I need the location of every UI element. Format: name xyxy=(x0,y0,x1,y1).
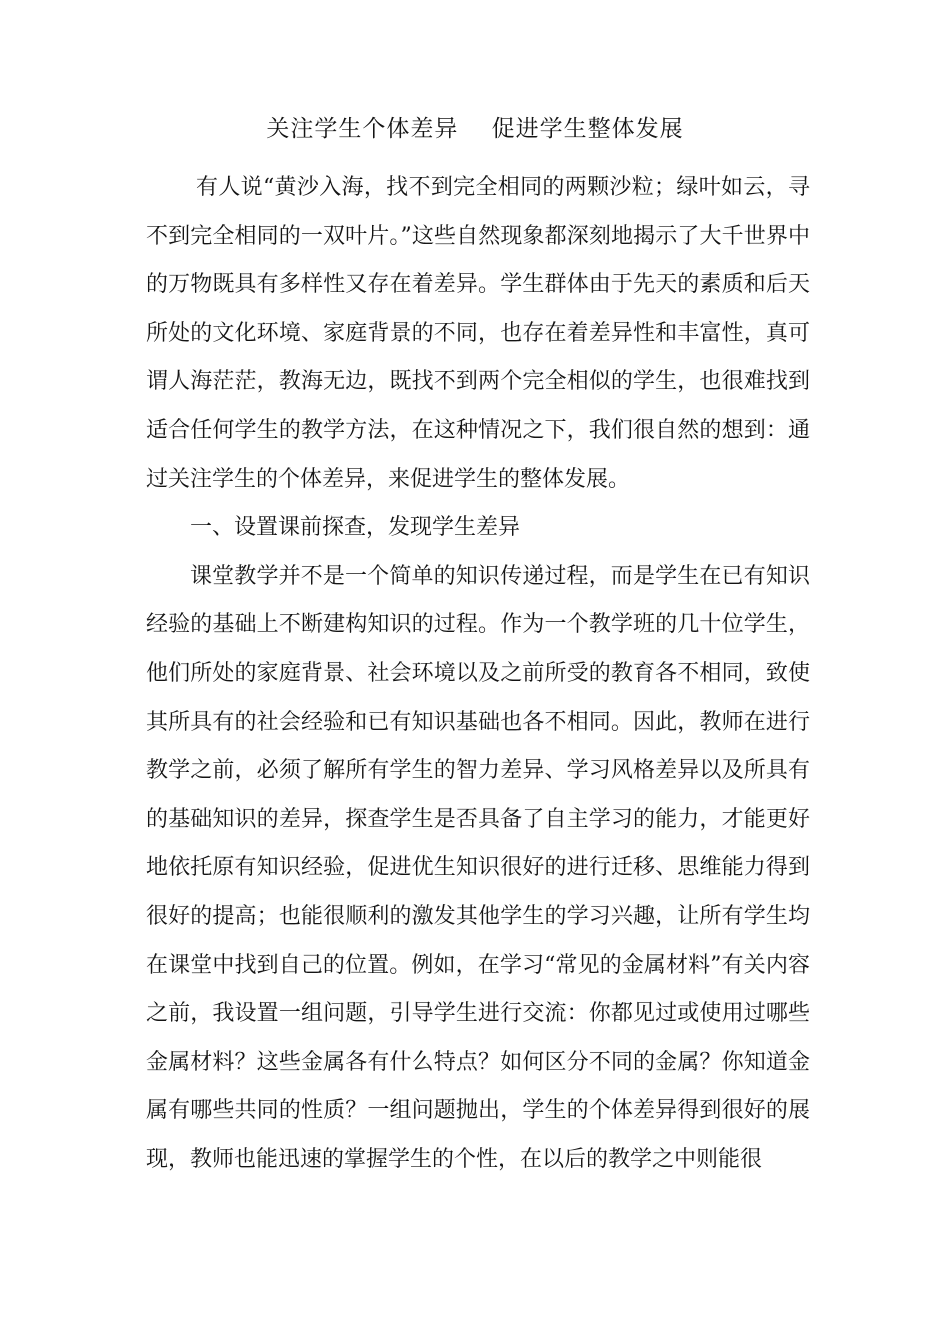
intro-paragraph: 有人说“黄沙入海，找不到完全相同的两颗沙粒；绿叶如云，寻不到完全相同的一双叶片。”这些自然现象都深刻地揭示了大千世界中的万物既具有多样性又存在着差异。学生群体由于先天的素质和后天所处的文化环境、家庭背景的不同，也存在着差异性和丰富性，真可谓人海茫茫，教海无边，既找不到两个完全相似的学生，也很难找到适合任何学生的教学方法，在这种情况之下，我们很自然的想到：通过关注学生的个体差异，来促进学生的整体发展。 xyxy=(146,175,810,492)
section-heading: 一、设置课前探查，发现学生差异 xyxy=(190,515,521,541)
body-paragraph: 课堂教学并不是一个简单的知识传递过程，而是学生在已有知识经验的基础上不断建构知识的过程。作为一个教学班的几十位学生，他们所处的家庭背景、社会环境以及之前所受的教育各不相同，致使其所具有的社会经验和已有知识基础也各不相同。因此，教师在进行教学之前，必须了解所有学生的智力差异、学习风格差异以及所具有的基础知识的差异，探查学生是否具备了自主学习的能力，才能更好地依托原有知识经验，促进优生知识很好的进行迁移、思维能力得到很好的提高；也能很顺利的激发其他学生的学习兴趣，让所有学生均在课堂中找到自己的位置。例如，在学习“常见的金属材料”有关内容之前，我设置一组问题，引导学生进行交流：你都见过或使用过哪些金属材料？这些金属各有什么特点？如何区分不同的金属？你知道金属有哪些共同的性质？一组问题抛出，学生的个体差异得到很好的展现，教师也能迅速的掌握学生的个性，在以后的教学之中则能很 xyxy=(146,563,810,1172)
document-body xyxy=(146,164,810,1184)
document-title: 关注学生个体差异 促进学生整体发展 xyxy=(266,116,684,142)
